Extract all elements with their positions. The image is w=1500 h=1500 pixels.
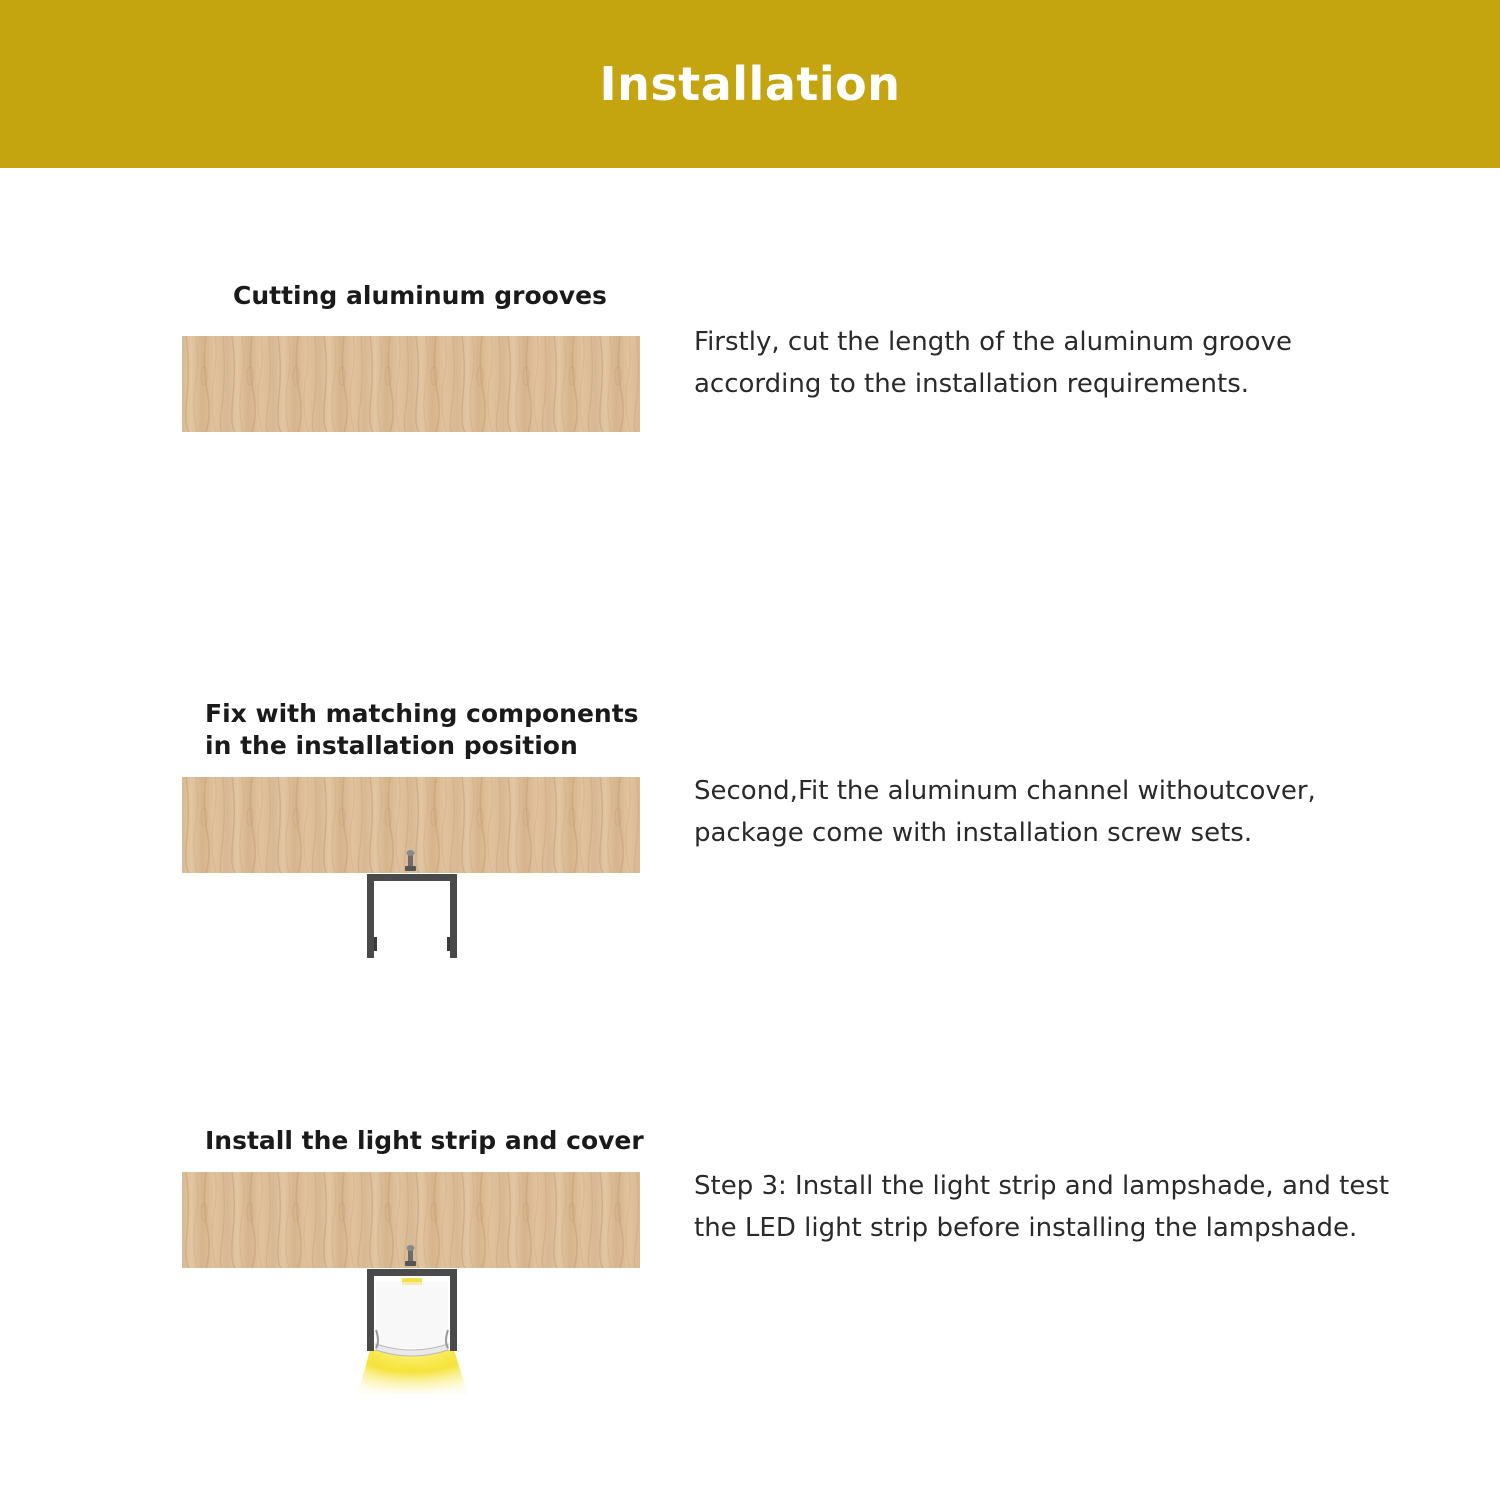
step-1-desc-line: according to the installation requirements.: [694, 369, 1250, 399]
step-1-description: [694, 321, 1414, 405]
step-3-title-line: Install the light strip and cover: [205, 1126, 644, 1155]
step-2-title-line: Fix with matching components: [205, 699, 639, 728]
light-beam-icon: [358, 1350, 468, 1394]
step-1-desc-line: Firstly, cut the length of the aluminum groove: [694, 327, 1292, 357]
step-3-description: [694, 1165, 1414, 1249]
wood-board-with-channel-illustration: [182, 777, 640, 963]
step-2-description: [694, 770, 1414, 854]
step-1-title: [233, 280, 607, 312]
step-3-desc-line: Step 3: Install the light strip and lampshade, and test: [694, 1171, 1390, 1201]
step-2-title: [205, 698, 639, 762]
step-2-desc-line: Second,Fit the aluminum channel withoutcover,: [694, 776, 1316, 806]
aluminum-channel-icon: [367, 874, 457, 958]
wood-board: [182, 336, 640, 432]
step-2-title-line: in the installation position: [205, 731, 578, 760]
wood-board-illustration: [182, 336, 640, 432]
step-1-title-line: Cutting aluminum grooves: [233, 281, 607, 310]
step-2-desc-line: package come with installation screw sets.: [694, 818, 1253, 848]
step-3-desc-line: the LED light strip before installing the lampshade.: [694, 1213, 1358, 1243]
header-banner: [0, 0, 1500, 168]
wood-board-with-lit-channel-illustration: [182, 1172, 640, 1402]
page-title: Installation: [599, 57, 901, 111]
lit-channel-icon: [367, 1269, 457, 1356]
step-3-title: [205, 1125, 644, 1157]
